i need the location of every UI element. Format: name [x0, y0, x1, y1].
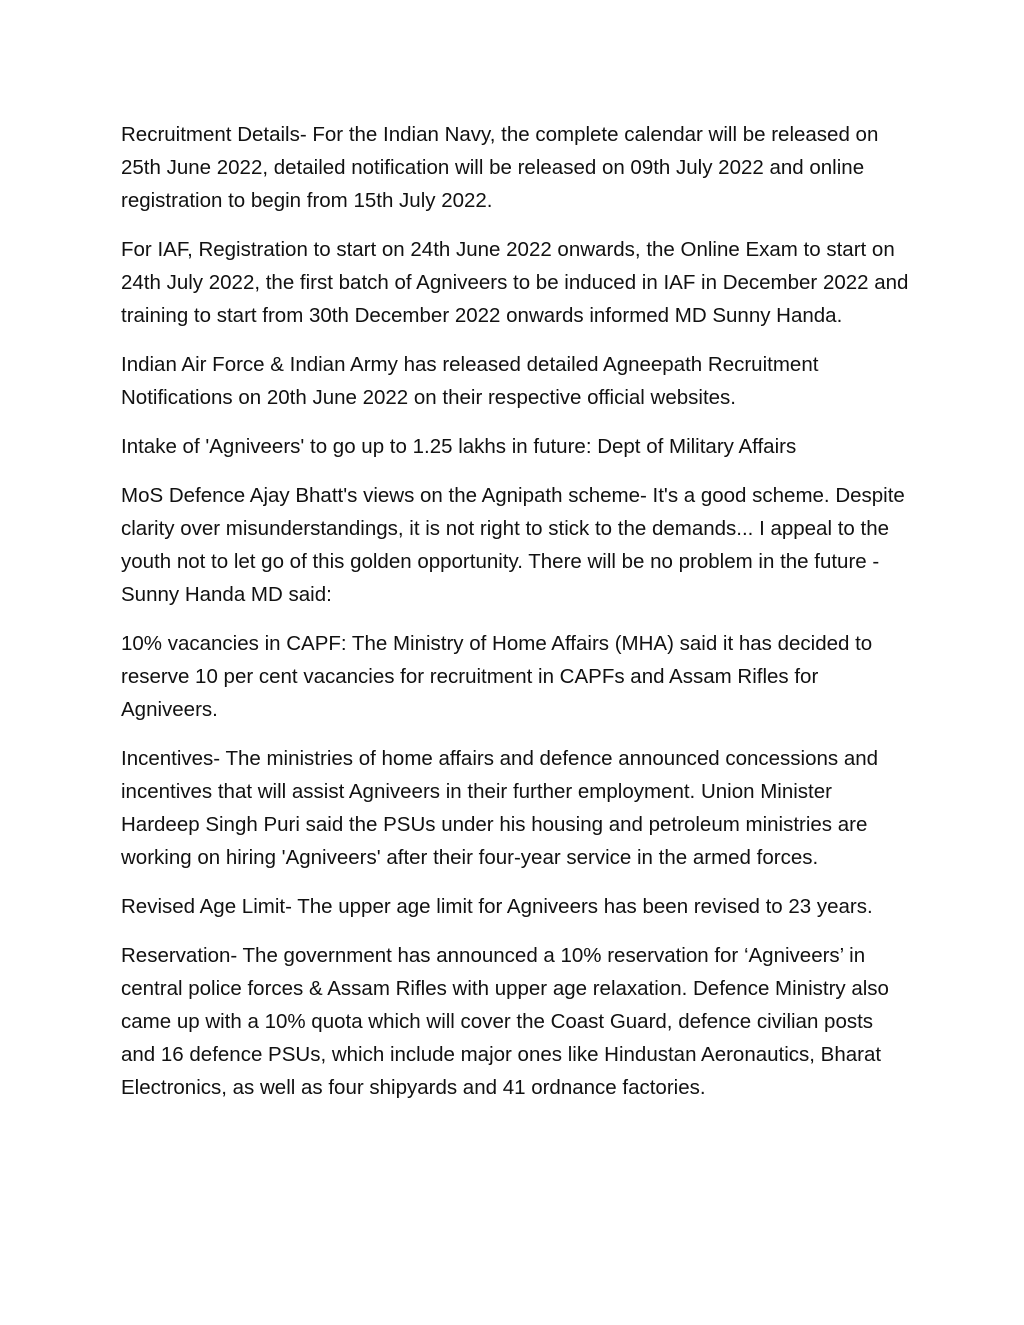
paragraph-mos-defence-views: MoS Defence Ajay Bhatt's views on the Agnipath scheme- It's a good scheme. Despite clarity over misunderstandings, it is not right to stick to the demands... I appeal to the youth not to let go of this golden opportunity. There will be no problem in the future - Sunny Handa MD said:: [121, 484, 905, 606]
paragraph-iaf-registration: For IAF, Registration to start on 24th June 2022 onwards, the Online Exam to start on 24th July 2022, the first batch of Agniveers to be induced in IAF in December 2022 and training to start from 30th December 2022 onwards informed MD Sunny Handa.: [121, 238, 909, 327]
paragraph-capf-vacancies: 10% vacancies in CAPF: The Ministry of Home Affairs (MHA) said it has decided to reserve 10 per cent vacancies for recruitment in CAPFs and Assam Rifles for Agniveers.: [121, 632, 873, 721]
document-page: [121, 118, 911, 1120]
paragraph-notifications-released: Indian Air Force & Indian Army has released detailed Agneepath Recruitment Notifications on 20th June 2022 on their respective official websites.: [121, 353, 819, 409]
paragraph-incentives: Incentives- The ministries of home affairs and defence announced concessions and incentives that will assist Agniveers in their further employment. Union Minister Hardeep Singh Puri said the PSUs under his housing and petroleum ministries are working on hiring 'Agniveers' after their four-year service in the armed forces.: [121, 747, 879, 869]
paragraph-intake: Intake of 'Agniveers' to go up to 1.25 lakhs in future: Dept of Military Affairs: [121, 435, 797, 458]
paragraph-navy-recruitment: Recruitment Details- For the Indian Navy, the complete calendar will be released on 25th June 2022, detailed notification will be released on 09th July 2022 and online registration to begin from 15th July 2022.: [121, 123, 879, 212]
paragraph-reservation: Reservation- The government has announced a 10% reservation for ‘Agniveers’ in central police forces & Assam Rifles with upper age relaxation. Defence Ministry also came up with a 10% quota which will cover the Coast Guard, defence civilian posts and 16 defence PSUs, which include major ones like Hindustan Aeronautics, Bharat Electronics, as well as four shipyards and 41 ordnance factories.: [121, 944, 889, 1099]
paragraph-revised-age-limit: Revised Age Limit- The upper age limit for Agniveers has been revised to 23 years.: [121, 895, 873, 918]
